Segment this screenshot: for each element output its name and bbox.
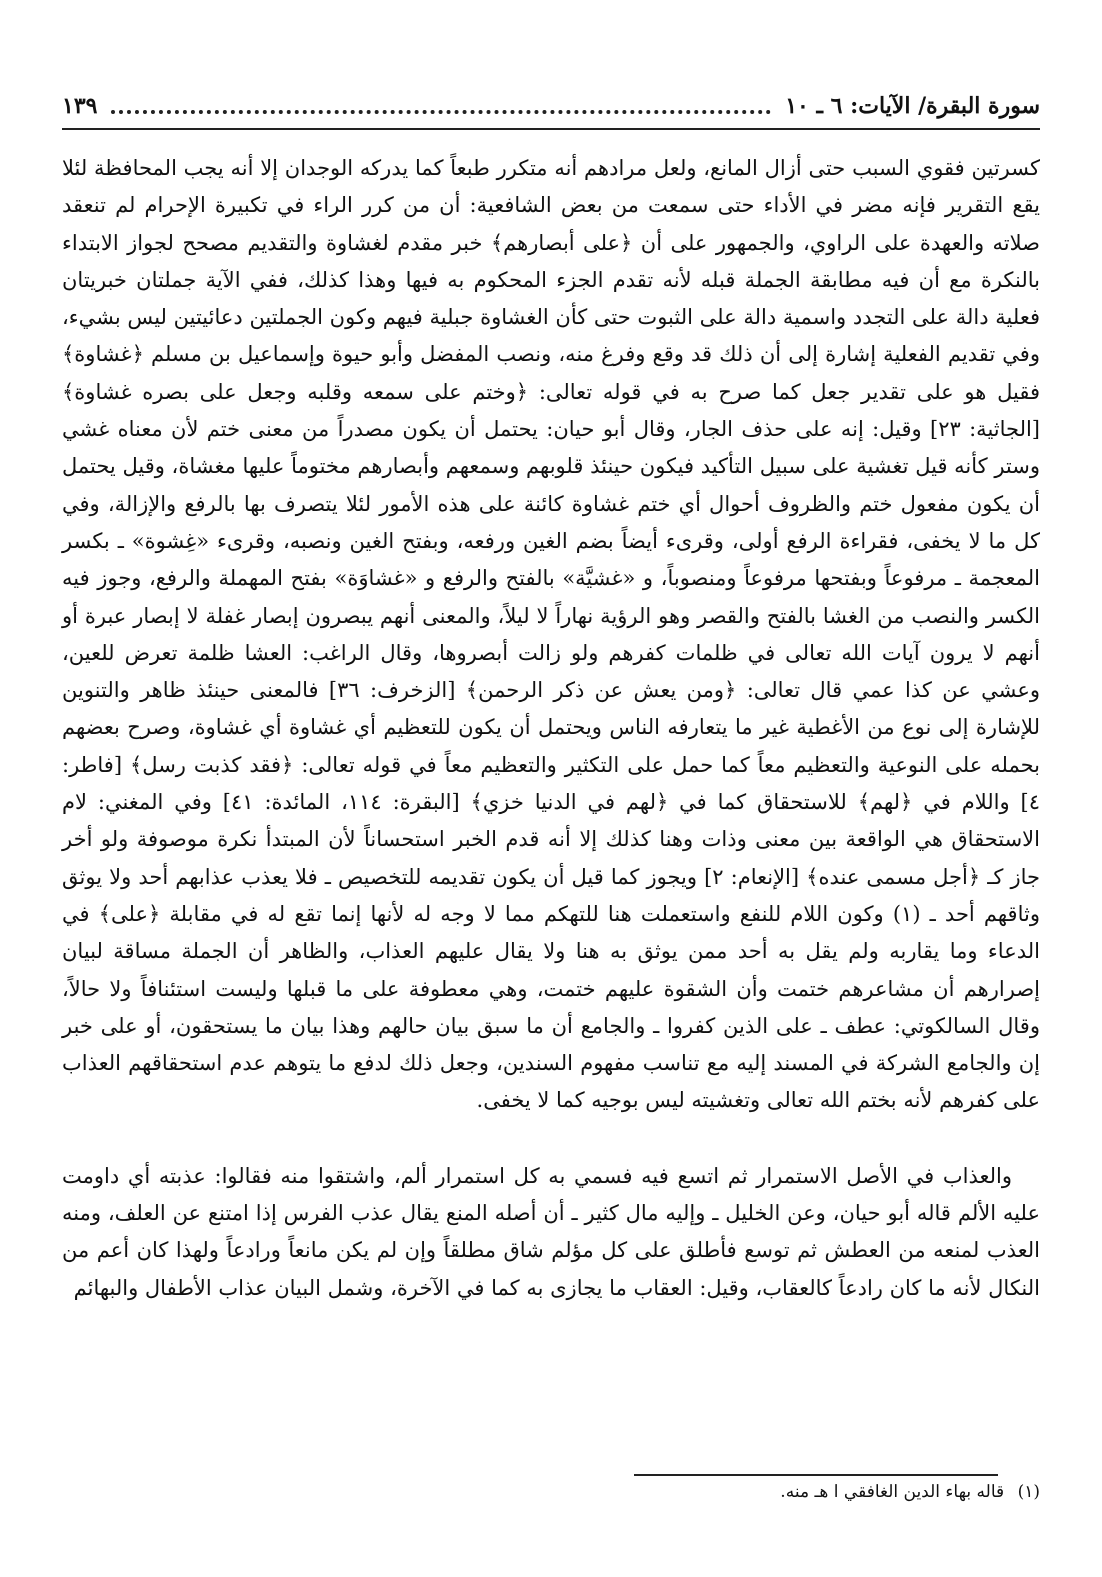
page-number: ١٣٩: [62, 93, 98, 119]
footnote: [500, 1482, 1040, 1502]
paragraph-2: والعذاب في الأصل الاستمرار ثم اتسع فيه فسمي به كل استمرار ألم، واشتقوا منه فقالوا: عذبته أي داومت عليه الألم قاله أبو حيان، وعن الخليل ـ وإليه مال كثير ـ أن أصله المنع يقال عذب الفرس إذا امتنع عن العلف، ومنه العذب لمنعه من العطش ثم توسع فأطلق على كل مؤلم شاق مطلقاً وإن لم يكن مانعاً ورادعاً ولهذا كان أعم من النكال لأنه ما كان رادعاً كالعقاب، وقيل: العقاب ما يجازى به كما في الآخرة، وشمل البيان عذاب الأطفال والبهائم: [62, 1163, 1040, 1300]
footnote-rule: [634, 1474, 998, 1476]
leader-dots: [111, 110, 771, 114]
paragraph-1: كسرتين فقوي السبب حتى أزال المانع، ولعل مرادهم أنه متكرر طبعاً كما يدركه الوجدان إلا أنه يجب المحافظة لئلا يقع التقرير فإنه مضر في الأداء حتى سمعت من بعض الشافعية: أن من كرر الراء في تكبيرة الإحرام لم تنعقد صلاته والعهدة على الراوي، والجمهور على أن ﴿على أبصارهم﴾ خبر مقدم لغشاوة والتقديم مصحح لجواز الابتداء بالنكرة مع أن فيه مطابقة الجملة قبله لأنه تقدم الجزء المحكوم به فيها وهذا كذلك، ففي الآية جملتان خبريتان فعلية دالة على التجدد واسمية دالة على الثبوت حتى كأن الغشاوة جبلية فيهم وكون الجملتين دعائيتين ليس بشيء، وفي تقديم الفعلية إشارة إلى أن ذلك قد وقع وفرغ منه، ونصب المفضل وأبو حيوة وإسماعيل بن مسلم ﴿غشاوة﴾ فقيل هو على تقدير جعل كما صرح به في قوله تعالى: ﴿وختم على سمعه وقلبه وجعل على بصره غشاوة﴾ [الجاثية: ٢٣] وقيل: إنه على حذف الجار، وقال أبو حيان: يحتمل أن يكون مصدراً من معنى ختم لأن معناه غشي وستر كأنه قيل تغشية على سبيل التأكيد فيكون حينئذ قلوبهم وسمعهم وأبصارهم مختوماً عليها مغشاة، وقيل يحتمل أن يكون مفعول ختم والظروف أحوال أي ختم غشاوة كائنة على هذه الأمور لئلا يتصرف بها بالرفع والإزالة، وفي كل ما لا يخفى، فقراءة الرفع أولى، وقرىء أيضاً بضم الغين ورفعه، وبفتح الغين ونصبه، وقرىء «غِشوة» ـ بكسر المعجمة ـ مرفوعاً وبفتحها مرفوعاً ومنصوباً، و «غشيَّة» بالفتح والرفع و «غشاوَة» بفتح المهملة والرفع، وجوز فيه الكسر والنصب من الغشا بالفتح والقصر وهو الرؤية نهاراً لا ليلاً، والمعنى أنهم يبصرون إبصار غفلة لا إبصار عبرة أو أنهم لا يرون آيات الله تعالى في ظلمات كفرهم ولو زالت أبصروها، وقال الراغب: العشا ظلمة تعرض للعين، وعشي عن كذا عمي قال تعالى: ﴿ومن يعش عن ذكر الرحمن﴾ [الزخرف: ٣٦] فالمعنى حينئذ ظاهر والتنوين للإشارة إلى نوع من الأغطية غير ما يتعارفه الناس ويحتمل أن يكون للتعظيم أي غشاوة أي غشاوة، وصرح بعضهم بحمله على النوعية والتعظيم معاً كما حمل على التكثير والتعظيم معاً في قوله تعالى: ﴿فقد كذبت رسل﴾ [فاطر: ٤] واللام في ﴿لهم﴾ للاستحقاق كما في ﴿لهم في الدنيا خزي﴾ [البقرة: ١١٤، المائدة: ٤١] وفي المغني: لام الاستحقاق هي الواقعة بين معنى وذات وهنا كذلك إلا أنه قدم الخبر استحساناً لأن المبتدأ نكرة موصوفة ولو أخر جاز كـ ﴿أجل مسمى عنده﴾ [الإنعام: ٢] ويجوز كما قيل أن يكون تقديمه للتخصيص ـ فلا يعذب عذابهم أحد ولا يوثق وثاقهم أحد ـ (١) وكون اللام للنفع واستعملت هنا للتهكم مما لا وجه له لأنها إنما تقع له في مقابلة ﴿على﴾ في الدعاء وما يقاربه ولم يقل به أحد ممن يوثق به هنا ولا يقال عليهم العذاب، والظاهر أن الجملة مساقة لبيان إصرارهم أن مشاعرهم ختمت وأن الشقوة عليهم ختمت، وهي معطوفة على ما قبلها وليست استئنافاً ولا حالاً، وقال السالكوتي: عطف ـ على الذين كفروا ـ والجامع أن ما سبق بيان حالهم وهذا بيان ما يستحقون، أو على خبر إن والجامع الشركة في المسند إليه مع تناسب مفهوم السندين، وجعل ذلك لدفع ما يتوهم عدم استحقاقهم العذاب على كفرهم لأنه بختم الله تعالى وتغشيته ليس بوجيه كما لا يخفى.: [62, 156, 1041, 1113]
running-header: [62, 88, 1040, 124]
footnote-marker: (١): [1017, 1482, 1040, 1502]
footnote-text: قاله بهاء الدين الغافقي ا هـ منه.: [780, 1482, 1005, 1502]
chapter-title: سورة البقرة/ الآيات: ٦ ـ ١٠: [785, 93, 1040, 119]
header-rule: [62, 128, 1040, 130]
main-text: [62, 150, 1040, 1307]
